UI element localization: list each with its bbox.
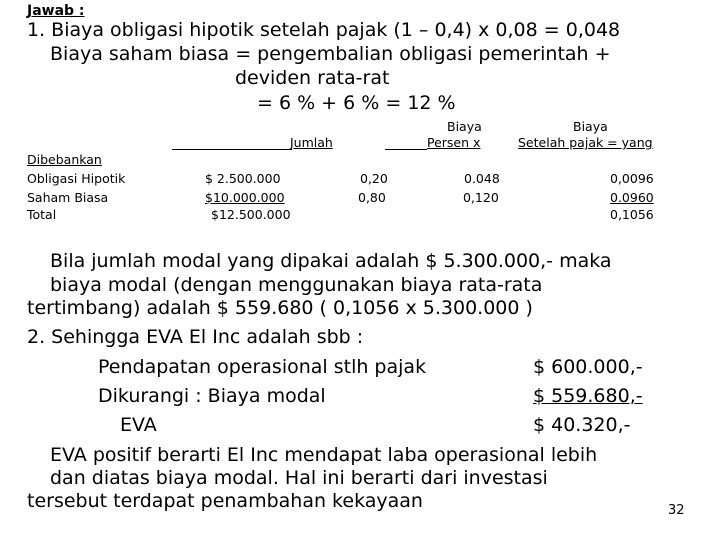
col-header-jumlah: Jumlah	[290, 135, 333, 150]
table-row-persen: 0,20	[360, 171, 388, 186]
col-header-biaya-2: Biaya	[573, 119, 608, 134]
header-underline-left	[172, 149, 292, 150]
table-row-name: Obligasi Hipotik	[27, 171, 126, 186]
point1-line1: 1. Biaya obligasi hipotik setelah pajak (1 – 0,4) x 0,08 = 0,048	[27, 19, 621, 41]
para2-line2: dan diatas biaya modal. Hal ini berarti dari investasi	[50, 467, 548, 489]
eva-row-value: $ 600.000,-	[533, 356, 643, 378]
point1-line2: Biaya saham biasa = pengembalian obligasi pemerintah +	[50, 43, 611, 65]
table-row-jumlah: $10.000.000	[205, 190, 285, 205]
eva-row-label: Dikurangi : Biaya modal	[98, 385, 326, 407]
table-row-hasil: 0.0960	[610, 190, 654, 205]
col-header-biaya-1: Biaya	[447, 119, 482, 134]
para1-line2: biaya modal (dengan menggunakan biaya rata-rata	[50, 274, 543, 296]
answer-label: Jawab :	[27, 3, 85, 19]
table-row-biaya: 0,120	[463, 190, 499, 205]
table-row-hasil: 0,0096	[610, 171, 654, 186]
col-header-persen: Persen x	[427, 135, 481, 150]
dibebankan-label: Dibebankan	[27, 152, 102, 167]
table-row-name: Total	[27, 207, 57, 222]
para2-line3: tersebut terdapat penambahan kekayaan	[27, 490, 423, 512]
eva-row-label: Pendapatan operasional stlh pajak	[98, 356, 427, 378]
table-row-name: Saham Biasa	[27, 190, 109, 205]
eva-row-value: $ 559.680,-	[533, 385, 643, 407]
point1-line3: deviden rata-rat	[235, 67, 390, 89]
table-row-jumlah: $ 2.500.000	[205, 171, 281, 186]
table-row-jumlah: $12.500.000	[211, 207, 291, 222]
table-row-persen: 0,80	[358, 190, 386, 205]
para1-line1: Bila jumlah modal yang dipakai adalah $ 5.300.000,- maka	[50, 250, 612, 272]
header-underline-mid	[385, 149, 427, 150]
col-header-setelah: Setelah pajak = yang	[518, 135, 653, 150]
eva-row-label: EVA	[120, 414, 157, 436]
eva-row-value: $ 40.320,-	[533, 414, 631, 436]
para2-line1: EVA positif berarti El Inc mendapat laba operasional lebih	[50, 444, 598, 466]
table-row-biaya: 0.048	[464, 171, 500, 186]
page-number: 32	[668, 503, 685, 518]
para1-line3: tertimbang) adalah $ 559.680 ( 0,1056 x 5.300.000 )	[27, 297, 533, 319]
point2-title: 2. Sehingga EVA El Inc adalah sbb :	[27, 326, 364, 348]
point1-line4: = 6 % + 6 % = 12 %	[257, 92, 456, 114]
table-row-hasil: 0,1056	[610, 207, 654, 222]
